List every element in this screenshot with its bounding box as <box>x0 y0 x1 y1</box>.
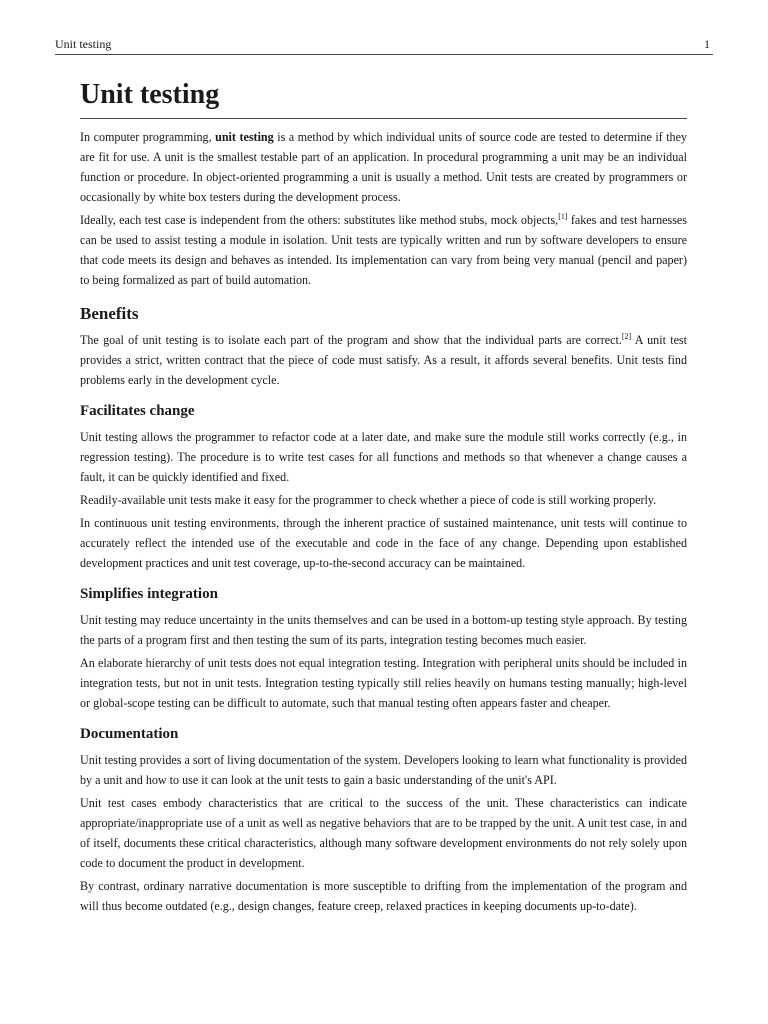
citation-link[interactable]: [1] <box>558 211 568 221</box>
paragraph: Readily-available unit tests make it easy for the programmer to check whether a piece of code is still working properly. <box>80 493 657 507</box>
subsection-heading-documentation: Documentation <box>80 726 179 742</box>
intro-text: Ideally, each test case is independent from the others: substitutes like method stubs, mock objects, <box>80 213 559 227</box>
paragraph: In continuous unit testing environments, through the inherent practice of sustained maintenance, unit tests will continue to accurately reflect the intended use of the executable and code in the face of any change. Depending upon established development practices and unit test coverage, up-to-the-second accuracy can be maintained. <box>80 516 687 570</box>
running-header <box>55 36 713 55</box>
body-text: A unit test provides a strict, written contract that the piece of code must satisfy. As a result, it affords several benefits. Unit tests find problems early in the development cycle. <box>80 333 687 387</box>
bold-term: unit testing <box>215 130 274 144</box>
benefits-paragraph <box>80 330 687 390</box>
citation-link[interactable]: [2] <box>621 331 632 341</box>
intro-text: fakes and test harnesses can be used to assist testing a module in isolation. Unit tests are typically written and run by software developers to ensure that code meets its design and behaves as intended. Its implementation can vary from being very manual (pencil and paper) to being formalized as part of build automation. <box>80 213 687 287</box>
paragraph: Unit testing allows the programmer to refactor code at a later date, and make sure the module still works correctly (e.g., in regression testing). The procedure is to write test cases for all functions and methods so that whenever a change causes a fault, it can be quickly identified and fixed. <box>80 430 687 484</box>
paragraph: By contrast, ordinary narrative documentation is more susceptible to drifting from the implementation of the program and will thus become outdated (e.g., design changes, feature creep, relaxed practices in keeping documents up-to-date). <box>80 879 687 913</box>
subsection-heading-facilitates-change: Facilitates change <box>80 403 195 419</box>
intro-text: In computer programming, <box>80 130 216 144</box>
paragraph: Unit test cases embody characteristics that are critical to the success of the unit. These characteristics can indicate appropriate/inappropriate use of a unit as well as negative behaviors that are to be trapped by the unit. A unit test case, in and of itself, documents these critical characteristics, although many software development environments do not rely solely upon code to document the product in development. <box>80 796 687 870</box>
intro-paragraph-2 <box>80 210 687 290</box>
page-number: 1 <box>704 37 710 51</box>
intro-text: is a method by which individual units of source code are tested to determine if they are fit for use. A unit is the smallest testable part of an application. In procedural programming a unit may be an individual function or procedure. In object-oriented programming a unit is usually a method. Unit tests are created by programmers or occasionally by white box testers during the development process. <box>80 130 688 204</box>
intro-paragraph-1 <box>80 127 687 207</box>
paragraph: An elaborate hierarchy of unit tests does not equal integration testing. Integration with peripheral units should be included in integration tests, but not in unit tests. Integration testing typically still relies heavily on humans testing manually; high-level or global-scope testing can be difficult to automate, such that manual testing often appears faster and cheaper. <box>80 656 687 710</box>
article-body <box>80 70 687 919</box>
paragraph: Unit testing may reduce uncertainty in the units themselves and can be used in a bottom-up testing style approach. By testing the parts of a program first and then testing the sum of its parts, integration testing becomes much easier. <box>80 613 687 647</box>
paragraph: Unit testing provides a sort of living documentation of the system. Developers looking to learn what functionality is provided by a unit and how to use it can look at the unit tests to gain a basic understanding of the unit's API. <box>80 753 687 787</box>
section-heading-benefits: Benefits <box>80 304 139 323</box>
page-title: Unit testing <box>80 76 687 119</box>
subsection-heading-simplifies-integration: Simplifies integration <box>80 586 218 602</box>
body-text: The goal of unit testing is to isolate each part of the program and show that the individual parts are correct. <box>80 333 622 347</box>
header-title: Unit testing <box>55 37 112 51</box>
